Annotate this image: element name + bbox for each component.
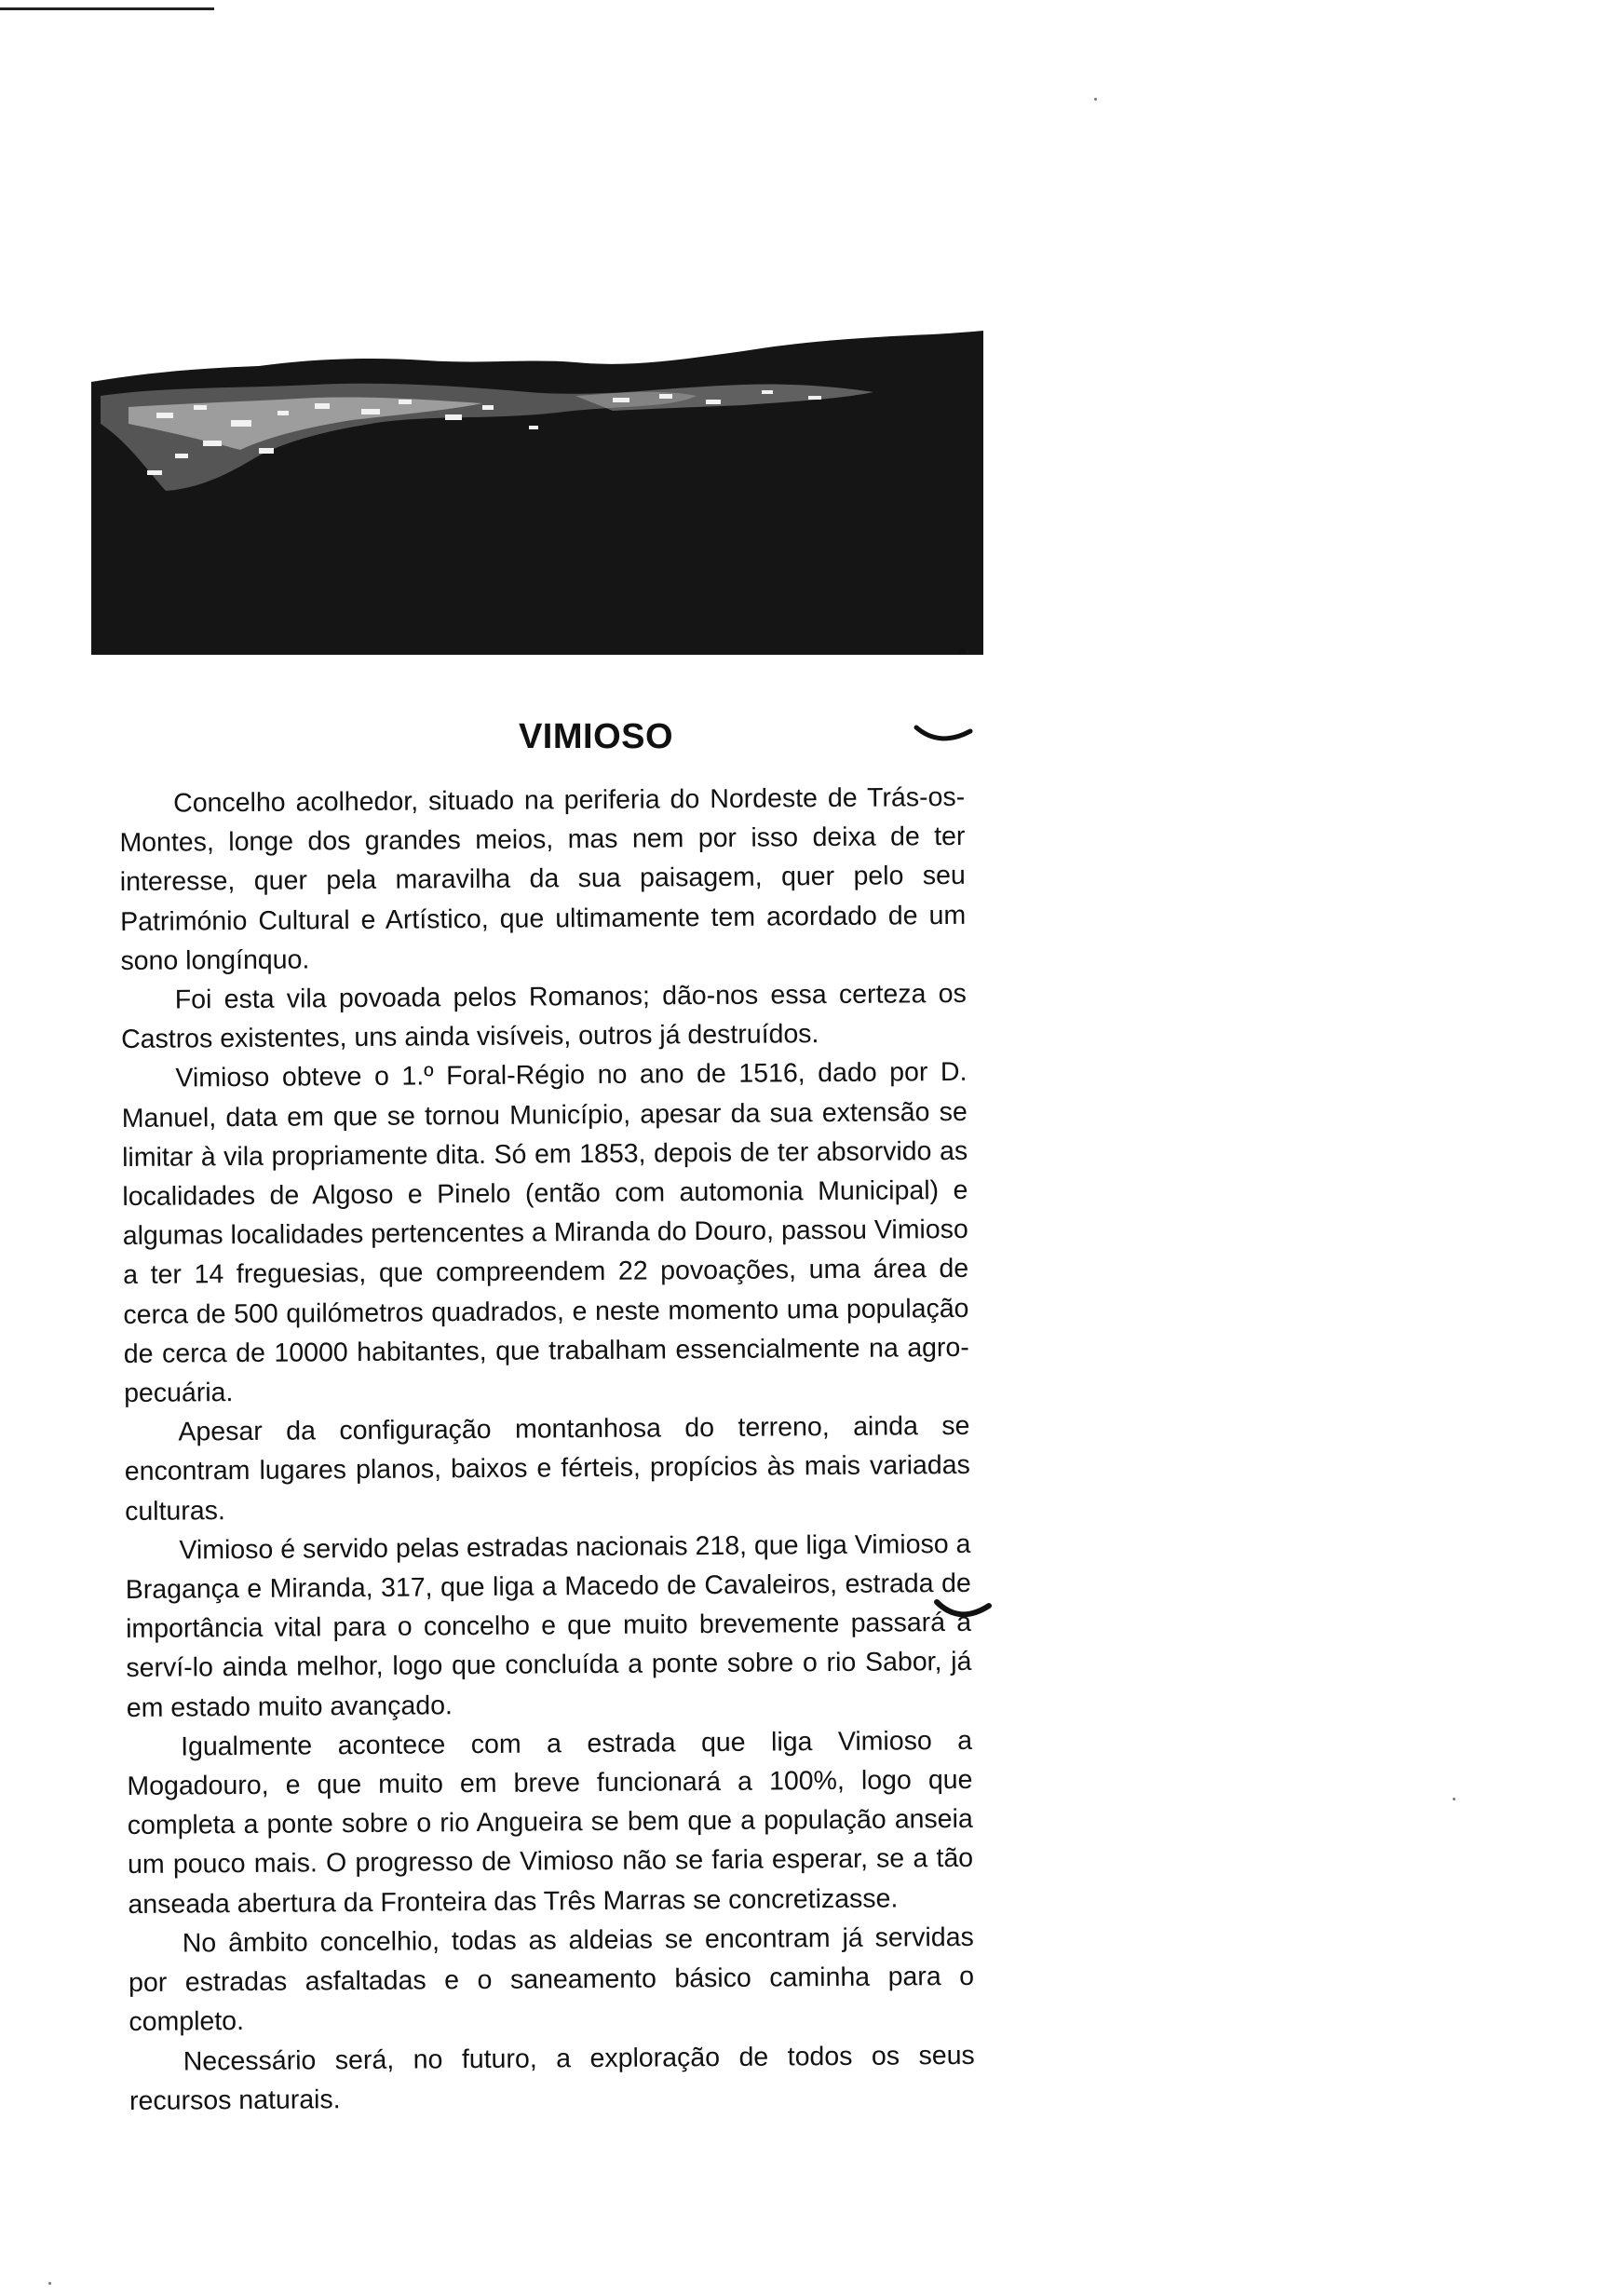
check-mark-icon xyxy=(913,722,978,750)
paragraph: Necessário será, no futuro, a exploração de todos os seus recursos naturais. xyxy=(129,2040,975,2116)
article-body xyxy=(119,778,975,2121)
landscape-photo-icon xyxy=(91,331,983,655)
paragraph: Igualmente acontece com a estrada que liga Vimioso a Mogadouro, e que muito em breve funcionará a 100%, logo que completa a ponte sobre o rio Angueira se bem que a população anseia um pouco mais. O progresso de Vimioso não se faria esperar, se a tão anseada abertura da Fronteira das Três Marras se concretizasse. xyxy=(127,1725,974,1920)
paragraph: Concelho acolhedor, situado na periferia do Nordeste de Trás-os-Montes, longe dos grandes meios, mas nem por isso deixa de ter interesse, quer pela maravilha da sua paisagem, quer pelo seu Património Cultural e Artístico, que ultimamente tem acordado de um sono longínquo. xyxy=(119,781,967,976)
paragraph: Vimioso é servido pelas estradas nacionais 218, que liga Vimioso a Bragança e Miranda, 317, que liga a Macedo de Cavaleiros, estrada de importância vital para o concelho e que muito brevemente passará a serví-lo ainda melhor, logo que concluída a ponte sobre o rio Sabor, já em estado muito avançado. xyxy=(125,1528,972,1723)
page-title: VIMIOSO xyxy=(518,717,674,756)
top-edge-rule xyxy=(0,7,214,10)
scan-speck xyxy=(48,2282,51,2285)
scan-speck xyxy=(1094,98,1097,101)
scan-speck xyxy=(1453,1798,1455,1800)
paragraph: No âmbito concelhio, todas as aldeias se encontram já servidas por estradas asfaltadas e o saneamento básico caminha para o completo. xyxy=(128,1922,975,2038)
paragraph: Apesar da configuração montanhosa do terreno, ainda se encontram lugares planos, baixos e férteis, propícios às mais variadas culturas. xyxy=(124,1411,970,1527)
paragraph: Foi esta vila povoada pelos Romanos; dão-nos essa certeza os Castros existentes, uns ainda visíveis, outros já destruídos. xyxy=(121,978,967,1055)
paragraph: Vimioso obteve o 1.º Foral-Régio no ano de 1516, dado por D. Manuel, data em que se tornou Município, apesar da sua extensão se limitar à vila propriamente dita. Só em 1853, depois de ter absorvido as localidades de Algoso e Pinelo (então com automonia Municipal) e algumas localidades pertencentes a Miranda do Douro, passou Vimioso a ter 14 freguesias, que compreendem 22 povoações, uma área de cerca de 500 quilómetros quadrados, e neste momento uma população de cerca de 10000 habitantes, que trabalham essencialmente na agro-pecuária. xyxy=(121,1057,969,1409)
margin-scribble-icon xyxy=(931,1593,996,1630)
